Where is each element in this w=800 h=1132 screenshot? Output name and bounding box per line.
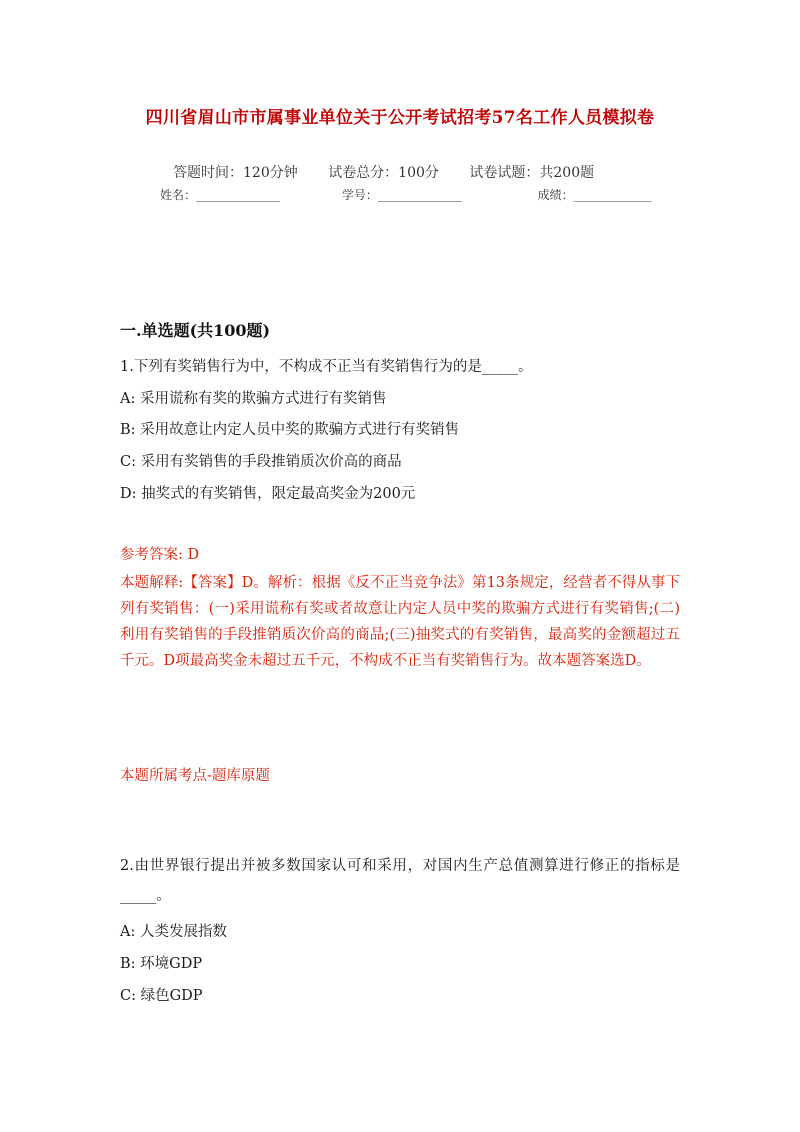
exam-question-count: 试卷试题：共200题 bbox=[469, 165, 595, 181]
score-field: 成绩：_____________ bbox=[537, 188, 652, 202]
question-1-option-c: C: 采用有奖销售的手段推销质次价高的商品 bbox=[120, 454, 402, 470]
student-id-field: 学号：______________ bbox=[341, 188, 462, 202]
question-2-option-b: B: 环境GDP bbox=[120, 956, 203, 972]
exam-total-score: 试卷总分：100分 bbox=[328, 165, 439, 181]
question-2-option-c: C: 绿色GDP bbox=[120, 988, 203, 1004]
question-1-option-a: A: 采用谎称有奖的欺骗方式进行有奖销售 bbox=[120, 391, 387, 407]
candidate-fields bbox=[160, 186, 652, 203]
question-1-topic: 本题所属考点-题库原题 bbox=[120, 768, 270, 784]
exam-meta bbox=[173, 162, 594, 182]
question-2-option-a: A: 人类发展指数 bbox=[120, 924, 227, 940]
exam-title: 四川省眉山市市属事业单位关于公开考试招考57名工作人员模拟卷 bbox=[145, 108, 655, 128]
exam-time: 答题时间：120分钟 bbox=[173, 165, 298, 181]
question-1-answer: 参考答案: D bbox=[120, 547, 200, 563]
question-1-option-b: B: 采用故意让内定人员中奖的欺骗方式进行有奖销售 bbox=[120, 422, 460, 438]
section-title: 一.单选题(共100题) bbox=[120, 321, 271, 340]
question-1-option-d: D: 抽奖式的有奖销售，限定最高奖金为200元 bbox=[120, 486, 416, 502]
question-1-explanation: 本题解释:【答案】D。解析：根据《反不正当竞争法》第13条规定，经营者不得从事下列有奖销售：(一)采用谎称有奖或者故意让内定人员中奖的欺骗方式进行有奖销售;(二)利用有奖销售的手段推销质次价高的商品;(三)抽奖式的有奖销售，最高奖的金额超过五千元。D项最高奖金未超过五千元，不构成不正当有奖销售行为。故本题答案选D。 bbox=[120, 575, 680, 669]
question-1-stem: 1.下列有奖销售行为中，不构成不正当有奖销售行为的是_____。 bbox=[120, 359, 533, 375]
question-2-stem: 2.由世界银行提出并被多数国家认可和采用，对国内生产总值测算进行修正的指标是_____。 bbox=[120, 858, 680, 904]
name-field: 姓名：______________ bbox=[160, 188, 281, 202]
